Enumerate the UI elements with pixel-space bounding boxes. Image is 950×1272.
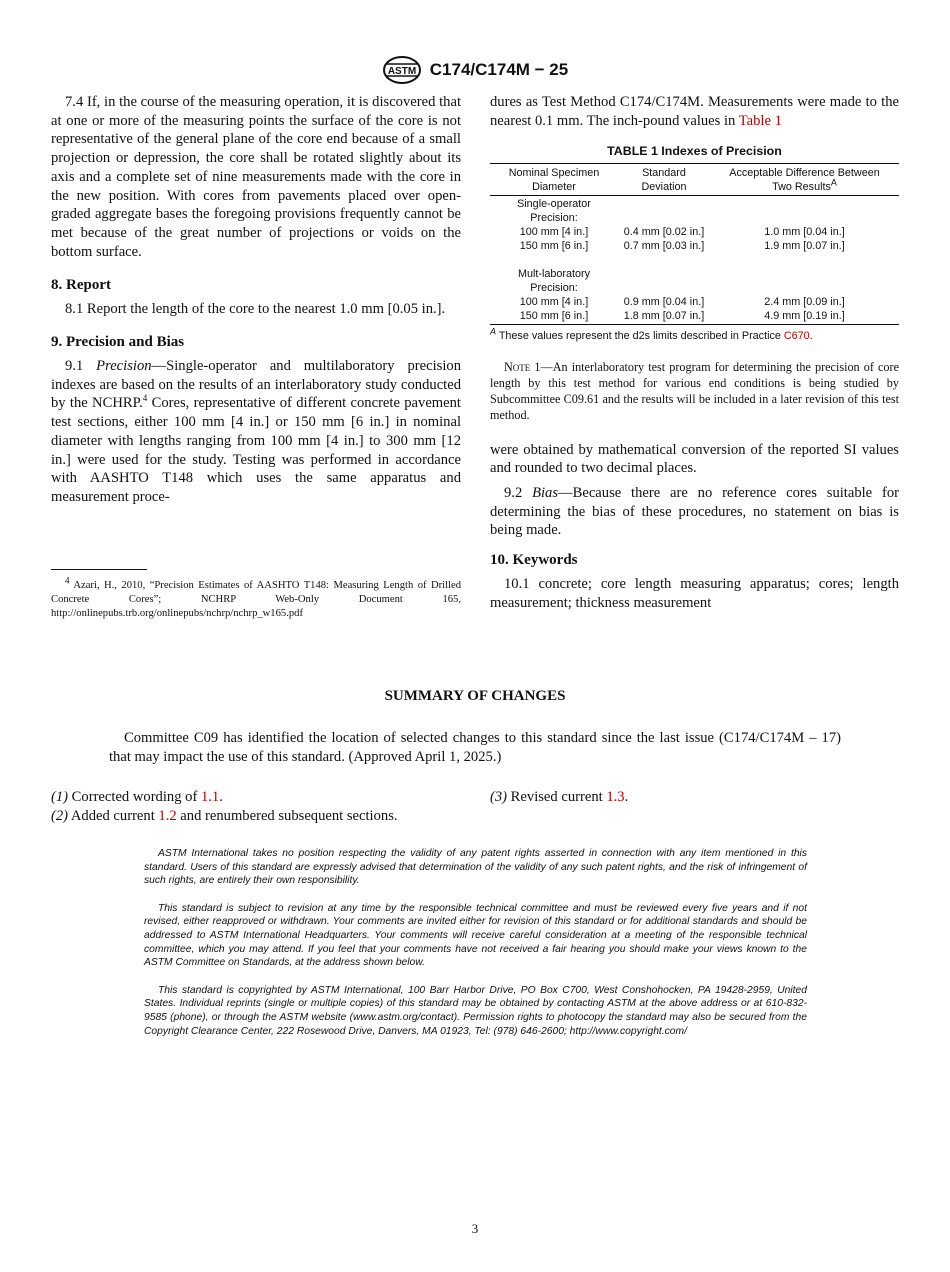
table-row: 100 mm [4 in.] 0.4 mm [0.02 in.] 1.0 mm [0.04 in.] xyxy=(519,226,845,239)
paragraph-8-1: 8.1 Report the length of the core to the nearest 1.0 mm [0.05 in.]. xyxy=(65,301,446,318)
left-column xyxy=(51,93,461,507)
legal-notices xyxy=(144,847,807,1038)
document-designation: C174/C174M − 25 xyxy=(429,60,569,79)
paragraph-10-1: 10.1 concrete; core length measuring apparatus; cores; length measurement; thickness measurement xyxy=(490,576,899,611)
footnote-text: Azari, H., 2010, “Precision Estimates of AASHTO T148: Measuring Length of Drilled Concrete Cores”; NCHRP Web-Only Document 165, http://onlinepubs.trb.org/onlinepubs/nchrp/nchrp_w165.pdf xyxy=(51,580,461,619)
column-header-deviation: Standard Deviation xyxy=(641,167,687,194)
revision-notice: This standard is subject to revision at any time by the responsible technical committee and must be reviewed every five years and if not revised, either reapproved or withdrawn. Your comments are invited either for revision of this standard or for additional standards and should be addressed to ASTM International Headquarters. Your comments will receive careful consideration at a meeting of the responsible technical committee, which you may attend. If you feel that your comments have not received a fair hearing you should make your views known to the ASTM Committee on Standards, at the address shown below. xyxy=(144,902,807,969)
summary-list-right xyxy=(490,788,899,807)
footnote-divider xyxy=(51,569,147,570)
list-item: (3) Revised current 1.3. xyxy=(490,789,629,805)
section-1-2-link[interactable]: 1.2 xyxy=(158,807,177,824)
section-9-heading: 9. Precision and Bias xyxy=(51,334,185,351)
table-header-row xyxy=(490,164,899,196)
paragraph-7-4: 7.4 If, in the course of the measuring operation, it is discovered that at one or more of the measuring points the surface of the core is not representative of the general plane of the core end because of a small projection or depression, the core shall be rotated slightly about its axis and a complete set of nine measurements made with the core in the new position. With cores from pavements placed over open-graded aggregate bases the foregoing provisions frequently cannot be met because of the great number of projections or voids on the bottom surface. xyxy=(51,94,461,260)
section-1-1-link[interactable]: 1.1 xyxy=(200,789,220,805)
paragraph-9-2: 9.2 Bias—Because there are no reference cores suitable for determining the bias of these procedures, no statement on bias is being made. xyxy=(490,485,899,539)
section-1-3-link[interactable]: 1.3 xyxy=(606,789,625,805)
precision-table xyxy=(490,163,899,325)
table-title: TABLE 1 Indexes of Precision xyxy=(607,144,782,159)
column-header-diameter: Nominal Specimen Diameter xyxy=(508,167,600,194)
table-row: 100 mm [4 in.] 0.9 mm [0.04 in.] 2.4 mm [0.09 in.] xyxy=(519,296,845,309)
section-10-heading: 10. Keywords xyxy=(490,552,578,569)
copyright-notice: This standard is copyrighted by ASTM International, 100 Barr Harbor Drive, PO Box C700, West Conshohocken, PA 19428-2959, United States. Individual reprints (single or multiple copies) of this standard may be obtained by contacting ASTM at the above address or at 610-832-9585 (phone), or through the ASTM website (www.astm.org/contact). Permission rights to photocopy the standard may also be secured from the Copyright Clearance Center, 222 Rosewood Drive, Danvers, MA 01923, Tel: (978) 646-2600; http://www.copyright.com/ xyxy=(144,984,807,1037)
paragraph-9-1-continued: dures as Test Method C174/C174M. Measurements were made to the nearest 0.1 mm. The inch-pound values in Table 1 xyxy=(490,94,899,129)
summary-heading: SUMMARY OF CHANGES xyxy=(384,688,566,704)
table-1-link[interactable]: Table 1 xyxy=(738,112,782,129)
list-item: (2) Added current 1.2 and renumbered subsequent sections. xyxy=(51,807,398,824)
page-header xyxy=(0,55,950,85)
footnote-ref[interactable]: 4 xyxy=(142,393,148,404)
summary-list-left xyxy=(51,788,471,825)
astm-logo-icon xyxy=(382,55,422,85)
summary-intro: Committee C09 has identified the location of selected changes to this standard since the last issue (C174/C174M – 17) that may impact the use of this standard. (Approved April 1, 2025.) xyxy=(109,730,841,765)
patent-notice: ASTM International takes no position respecting the validity of any patent rights asserted in connection with any item mentioned in this standard. Users of this standard are expressly advised that determination of the validity of any such patent rights, and the risk of infringement of such rights, are entirely their own responsibility. xyxy=(144,848,807,887)
right-column xyxy=(490,93,899,613)
c670-link[interactable]: C670 xyxy=(783,330,810,343)
table-group-row: Single-operator Precision: xyxy=(517,198,591,225)
section-8-heading: 8. Report xyxy=(51,277,111,294)
paragraph-9-1: 9.1 Precision—Single-operator and multilaboratory precision indexes are based on the results of an interlaboratory study conducted by the NCHRP.$^4$ Cores, representative of different concrete pavement test sections, either 100 mm [4 in.] or 150 mm [6 in.] in nominal diameter with lengths ranging from 100 mm [4 in.] to 300 mm [12 in.] were used for the study. Testing was performed in accordance with AASHTO T148 which uses the same apparatus and measurement proce- xyxy=(51,358,461,505)
table-footnote: $^A$ These values represent the d2s limits described in Practice C670. xyxy=(490,326,813,343)
footnote: $^4$ Azari, H., 2010, “Precision Estimates of AASHTO T148: Measuring Length of Drilled Concrete Cores”; NCHRP Web-Only Document 165, http://onlinepubs.trb.org/onlinepubs/nchrp/nchrp_w165.pdf xyxy=(51,575,461,619)
list-item: (1) Corrected wording of 1.1. xyxy=(51,789,223,805)
page-number: 3 xyxy=(471,1221,479,1236)
paragraph-9-1-end: were obtained by mathematical conversion of the reported SI values and rounded to two decimal places. xyxy=(490,441,899,477)
table-group-row: Mult-laboratory Precision: xyxy=(517,268,590,295)
table-row: 150 mm [6 in.] 0.7 mm [0.03 in.] 1.9 mm [0.07 in.] xyxy=(519,240,845,253)
svg-text:ASTM: ASTM xyxy=(387,66,416,77)
note-1: Note 1—An interlaboratory test program for determining the precision of core length by this test method for various end conditions is being studied by Subcommittee C09.61 and the results will be included in a later revision of this test method. xyxy=(490,360,899,422)
table-row: 150 mm [6 in.] 1.8 mm [0.07 in.] 4.9 mm [0.19 in.] xyxy=(490,309,899,325)
column-header-difference: Acceptable Difference Between Two Results$^A$ xyxy=(729,167,880,194)
